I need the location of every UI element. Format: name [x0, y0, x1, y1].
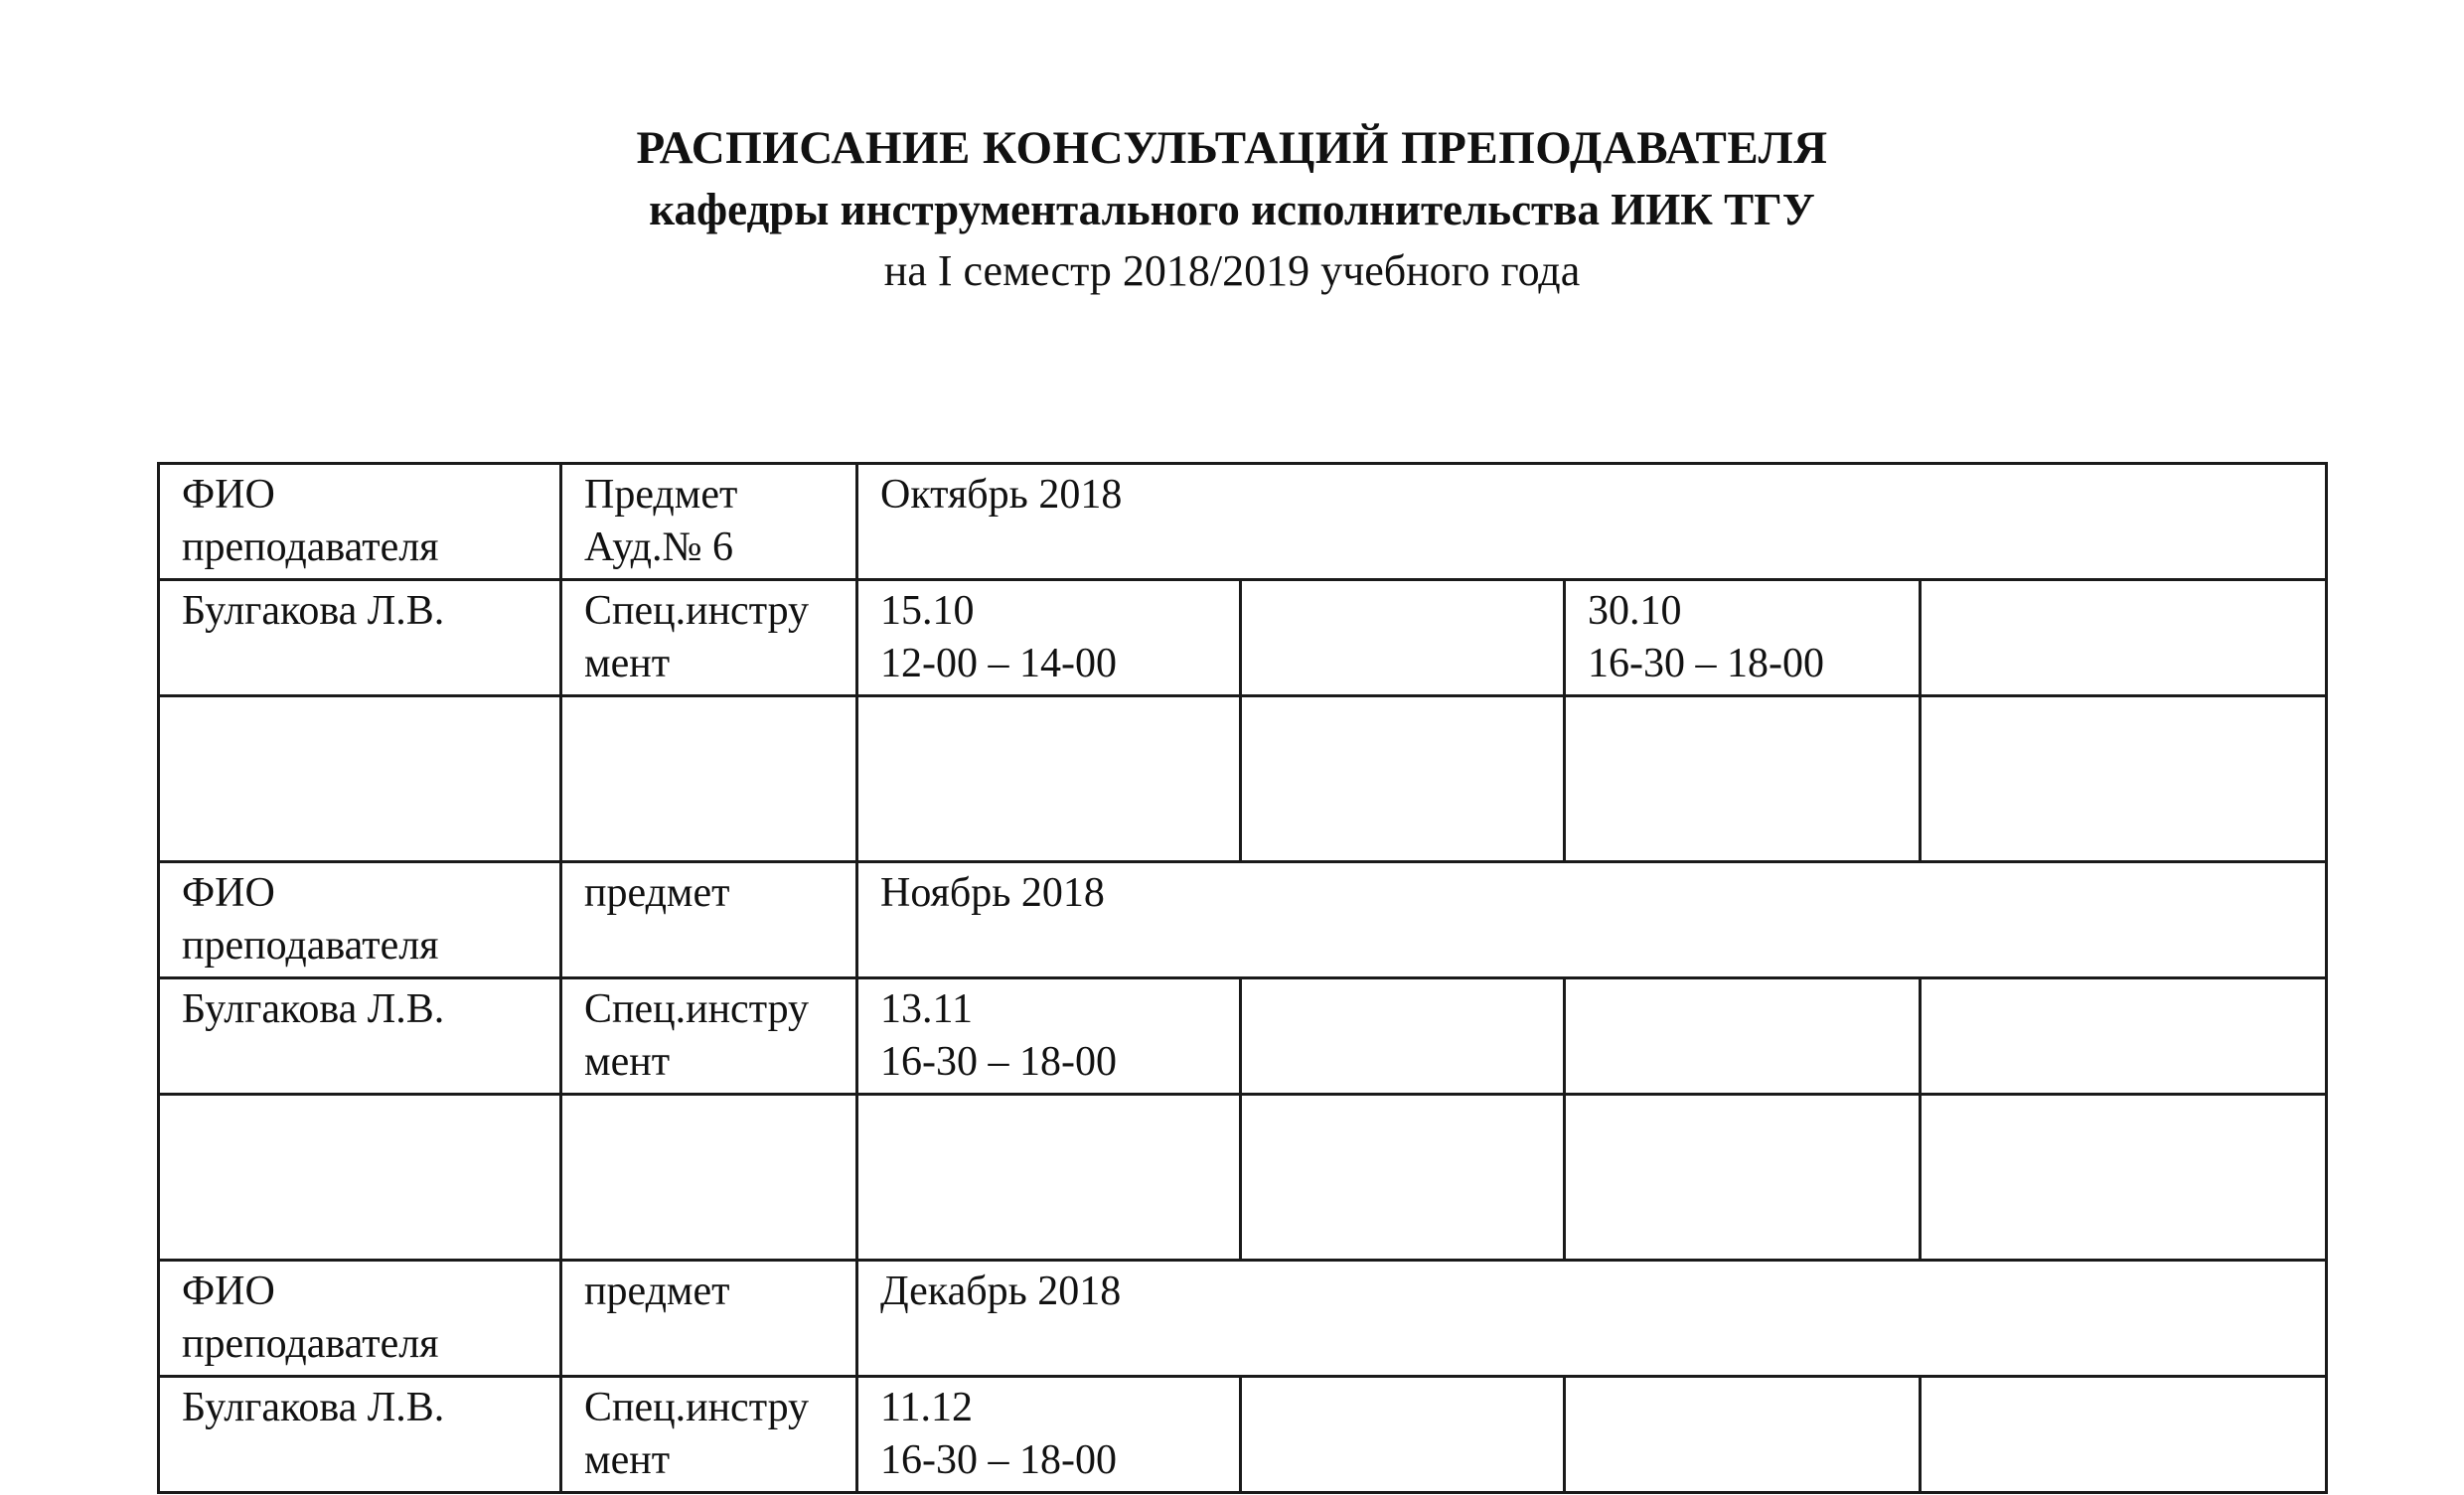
room-label: Ауд.№ 6 — [584, 524, 734, 570]
teacher-label-cell — [159, 1261, 561, 1377]
subject-cell — [561, 1377, 857, 1493]
month-header-row — [159, 464, 2327, 580]
schedule-table — [157, 462, 2328, 1494]
month-title-cell — [857, 464, 2327, 580]
subject-cell — [561, 978, 857, 1095]
document-semester: на I семестр 2018/2019 учебного года — [883, 246, 1581, 295]
teacher-label: ФИО — [182, 472, 275, 518]
slot-time: 12-00 – 14-00 — [880, 641, 1117, 686]
slot-cell — [1241, 1377, 1565, 1493]
empty-cell — [1565, 1095, 1921, 1261]
subject-label-cell — [561, 862, 857, 978]
slot-time: 16-30 – 18-00 — [880, 1039, 1117, 1085]
subject-name: Спец.инстру — [584, 1385, 810, 1430]
teacher-name: Булгакова Л.В. — [182, 1385, 445, 1430]
empty-cell — [1241, 1095, 1565, 1261]
consultation-row — [159, 978, 2327, 1095]
slot-date: 30.10 — [1588, 588, 1682, 634]
empty-cell — [159, 696, 561, 862]
empty-cell — [561, 696, 857, 862]
subject-name: Спец.инстру — [584, 986, 810, 1032]
empty-cell — [159, 1095, 561, 1261]
month-header-row — [159, 862, 2327, 978]
teacher-label: преподавателя — [182, 923, 439, 969]
teacher-cell — [159, 1377, 561, 1493]
teacher-label: ФИО — [182, 1269, 275, 1314]
subject-label: предмет — [584, 870, 730, 916]
subject-name: Спец.инстру — [584, 588, 810, 634]
teacher-label: преподавателя — [182, 1321, 439, 1367]
consultation-row — [159, 580, 2327, 696]
teacher-name: Булгакова Л.В. — [182, 986, 445, 1032]
slot-time: 16-30 – 18-00 — [880, 1437, 1117, 1483]
empty-row — [159, 696, 2327, 862]
slot-cell — [1921, 978, 2327, 1095]
slot-cell — [857, 580, 1241, 696]
document-subtitle: кафедры инструментального исполнительства ИИК ТГУ — [649, 185, 1815, 234]
slot-cell — [1565, 580, 1921, 696]
teacher-label-cell — [159, 464, 561, 580]
empty-cell — [1565, 696, 1921, 862]
teacher-name: Булгакова Л.В. — [182, 588, 445, 634]
subject-label: Предмет — [584, 472, 738, 518]
slot-cell — [1241, 978, 1565, 1095]
subject-name: мент — [584, 1437, 671, 1483]
slot-date: 13.11 — [880, 986, 973, 1032]
document-title: РАСПИСАНИЕ КОНСУЛЬТАЦИЙ ПРЕПОДАВАТЕЛЯ — [636, 122, 1828, 174]
empty-cell — [561, 1095, 857, 1261]
document-header — [0, 117, 2464, 302]
empty-cell — [1921, 696, 2327, 862]
slot-cell — [857, 978, 1241, 1095]
month-header-row — [159, 1261, 2327, 1377]
slot-cell — [1565, 978, 1921, 1095]
teacher-cell — [159, 978, 561, 1095]
consultation-row — [159, 1377, 2327, 1493]
slot-cell — [1921, 580, 2327, 696]
teacher-cell — [159, 580, 561, 696]
slot-date: 11.12 — [880, 1385, 973, 1430]
empty-cell — [1241, 696, 1565, 862]
month-title-cell — [857, 1261, 2327, 1377]
slot-cell — [1921, 1377, 2327, 1493]
subject-name: мент — [584, 641, 671, 686]
slot-time: 16-30 – 18-00 — [1588, 641, 1824, 686]
subject-name: мент — [584, 1039, 671, 1085]
teacher-label: преподавателя — [182, 524, 439, 570]
slot-cell — [857, 1377, 1241, 1493]
subject-label-cell — [561, 464, 857, 580]
empty-cell — [857, 1095, 1241, 1261]
empty-cell — [1921, 1095, 2327, 1261]
slot-cell — [1565, 1377, 1921, 1493]
month-title: Декабрь 2018 — [880, 1269, 1122, 1314]
slot-date: 15.10 — [880, 588, 975, 634]
month-title: Октябрь 2018 — [880, 472, 1123, 518]
month-title: Ноябрь 2018 — [880, 870, 1105, 916]
subject-cell — [561, 580, 857, 696]
subject-label-cell — [561, 1261, 857, 1377]
empty-row — [159, 1095, 2327, 1261]
teacher-label-cell — [159, 862, 561, 978]
slot-cell — [1241, 580, 1565, 696]
empty-cell — [857, 696, 1241, 862]
subject-label: предмет — [584, 1269, 730, 1314]
teacher-label: ФИО — [182, 870, 275, 916]
month-title-cell — [857, 862, 2327, 978]
